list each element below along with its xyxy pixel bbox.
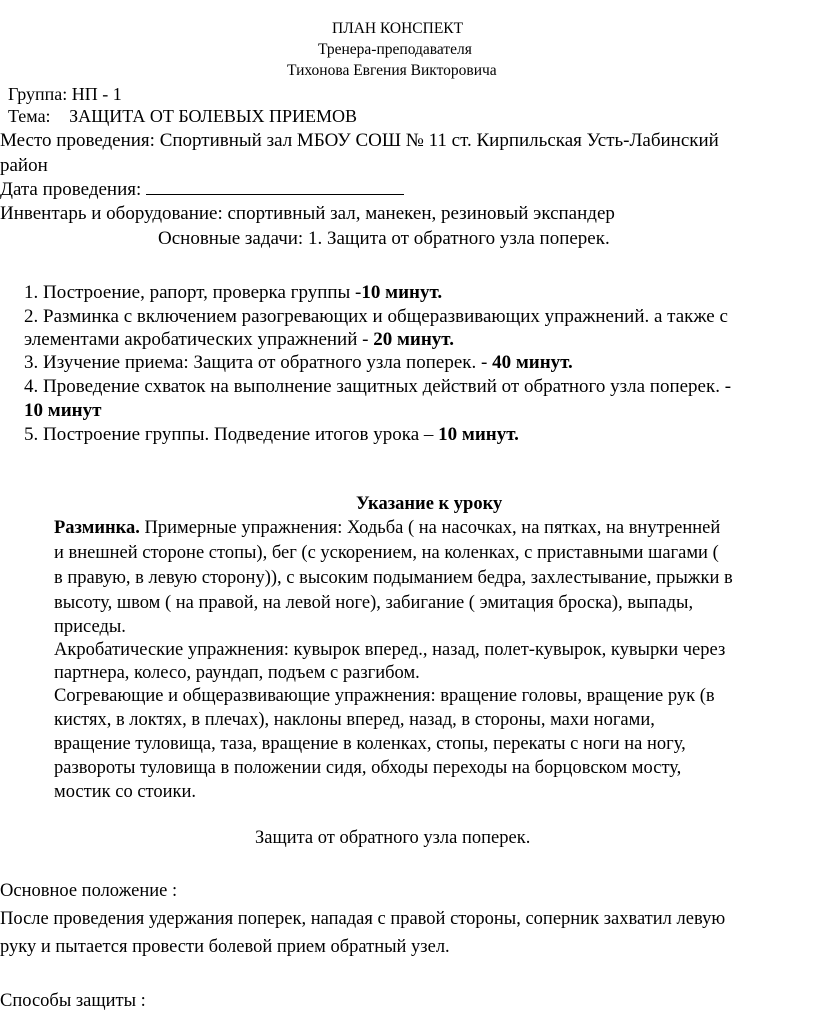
plan-item-2-time: 20 минут. [373,329,454,350]
warmup-line-1 [54,518,720,539]
heat-line-1: Согревающие и общеразвивающие упражнения: вращение головы, вращение рук (в [54,686,715,706]
author-role: Тренера-преподавателя [318,41,472,58]
plan-item-5-text: 5. Построение группы. Подведение итогов урока – [24,424,439,445]
place-line-2: район [0,155,48,176]
defense-methods: Способы защиты : [0,991,146,1011]
warmup-line-5: приседы. [54,617,126,637]
guidance-heading-text: Указание к уроку [356,494,503,514]
plan-item-1-time: 10 минут. [361,282,443,303]
plan-item-2-line-1: 2. Разминка с включением разогревающих и общеразвивающих упражнений. а также с [24,306,728,327]
acro-line-2: партнера, колесо, раундап, подъем с разгибом. [54,663,420,683]
date-label: Дата проведения: [0,179,142,200]
plan-item-3-time: 40 минут. [492,352,573,373]
heat-line-4: развороты туловища в положении сидя, обходы переходы на борцовском мосту, [54,758,682,778]
plan-item-4-time: 10 минут [24,400,102,421]
topic-label: Тема: [8,106,51,126]
warmup-label: Разминка. [54,518,140,538]
heat-line-5: мостик со стоики. [54,782,197,802]
technique-desc-2: руку и пытается провести болевой прием обратный узел. [0,937,450,957]
heat-line-3: вращение туловища, таза, вращение в коленках, стопы, перекаты с ноги на ногу, [54,734,686,754]
equipment-line: Инвентарь и оборудование: спортивный зал, манекен, резиновый экспандер [0,203,615,224]
technique-title: Защита от обратного узла поперек. [255,828,531,848]
author-name: Тихонова Евгения Викторовича [287,62,497,79]
plan-item-1 [24,282,442,304]
topic-line [8,106,357,127]
plan-item-5 [24,424,519,446]
warmup-line-3: в правую, в левую сторону)), с высоким подыманием бедра, захлестывание, прыжки в [54,568,733,588]
plan-item-5-time: 10 минут. [438,424,519,445]
guidance-heading [356,494,502,515]
plan-item-1-text: 1. Построение, рапорт, проверка группы - [24,282,362,303]
tasks-line: Основные задачи: 1. Защита от обратного узла поперек. [158,228,610,249]
warmup-line-4: высоту, швом ( на правой, на левой ноге), забигание ( эмитация броска), выпады, [54,593,694,613]
basic-position: Основное положение : [0,881,178,901]
date-line [0,179,404,201]
plan-item-3 [24,352,573,374]
warmup-text-1: Примерные упражнения: Ходьба ( на насочках, на пятках, на внутренней [139,518,721,538]
technique-desc-1: После проведения удержания поперек, нападая с правой стороны, соперник захватил левую [0,909,726,929]
place-line-1: Место проведения: Спортивный зал МБОУ СОШ № 11 ст. Кирпильская Усть-Лабинский [0,130,719,151]
plan-item-4-line-1: 4. Проведение схваток на выполнение защитных действий от обратного узла поперек. - [24,376,732,397]
doc-title: ПЛАН КОНСПЕКТ [332,20,464,37]
group-line: Группа: НП - 1 [8,84,122,104]
acro-line-1: Акробатические упражнения: кувырок вперед., назад, полет-кувырок, кувырки через [54,640,726,660]
plan-item-2-text: элементами акробатических упражнений - [24,329,374,350]
plan-item-3-text: 3. Изучение приема: Защита от обратного узла поперек. - [24,352,493,373]
warmup-line-2: и внешней стороне стопы), бег (с ускорением, на коленках, с приставными шагами ( [54,543,719,563]
topic-value: ЗАЩИТА ОТ БОЛЕВЫХ ПРИЕМОВ [69,106,358,126]
heat-line-2: кистях, в локтях, в плечах), наклоны вперед, назад, в стороны, махи ногами, [54,710,655,730]
date-blank [146,179,404,195]
plan-item-2-line-2 [24,329,454,351]
plan-item-4-line-2 [24,400,101,422]
